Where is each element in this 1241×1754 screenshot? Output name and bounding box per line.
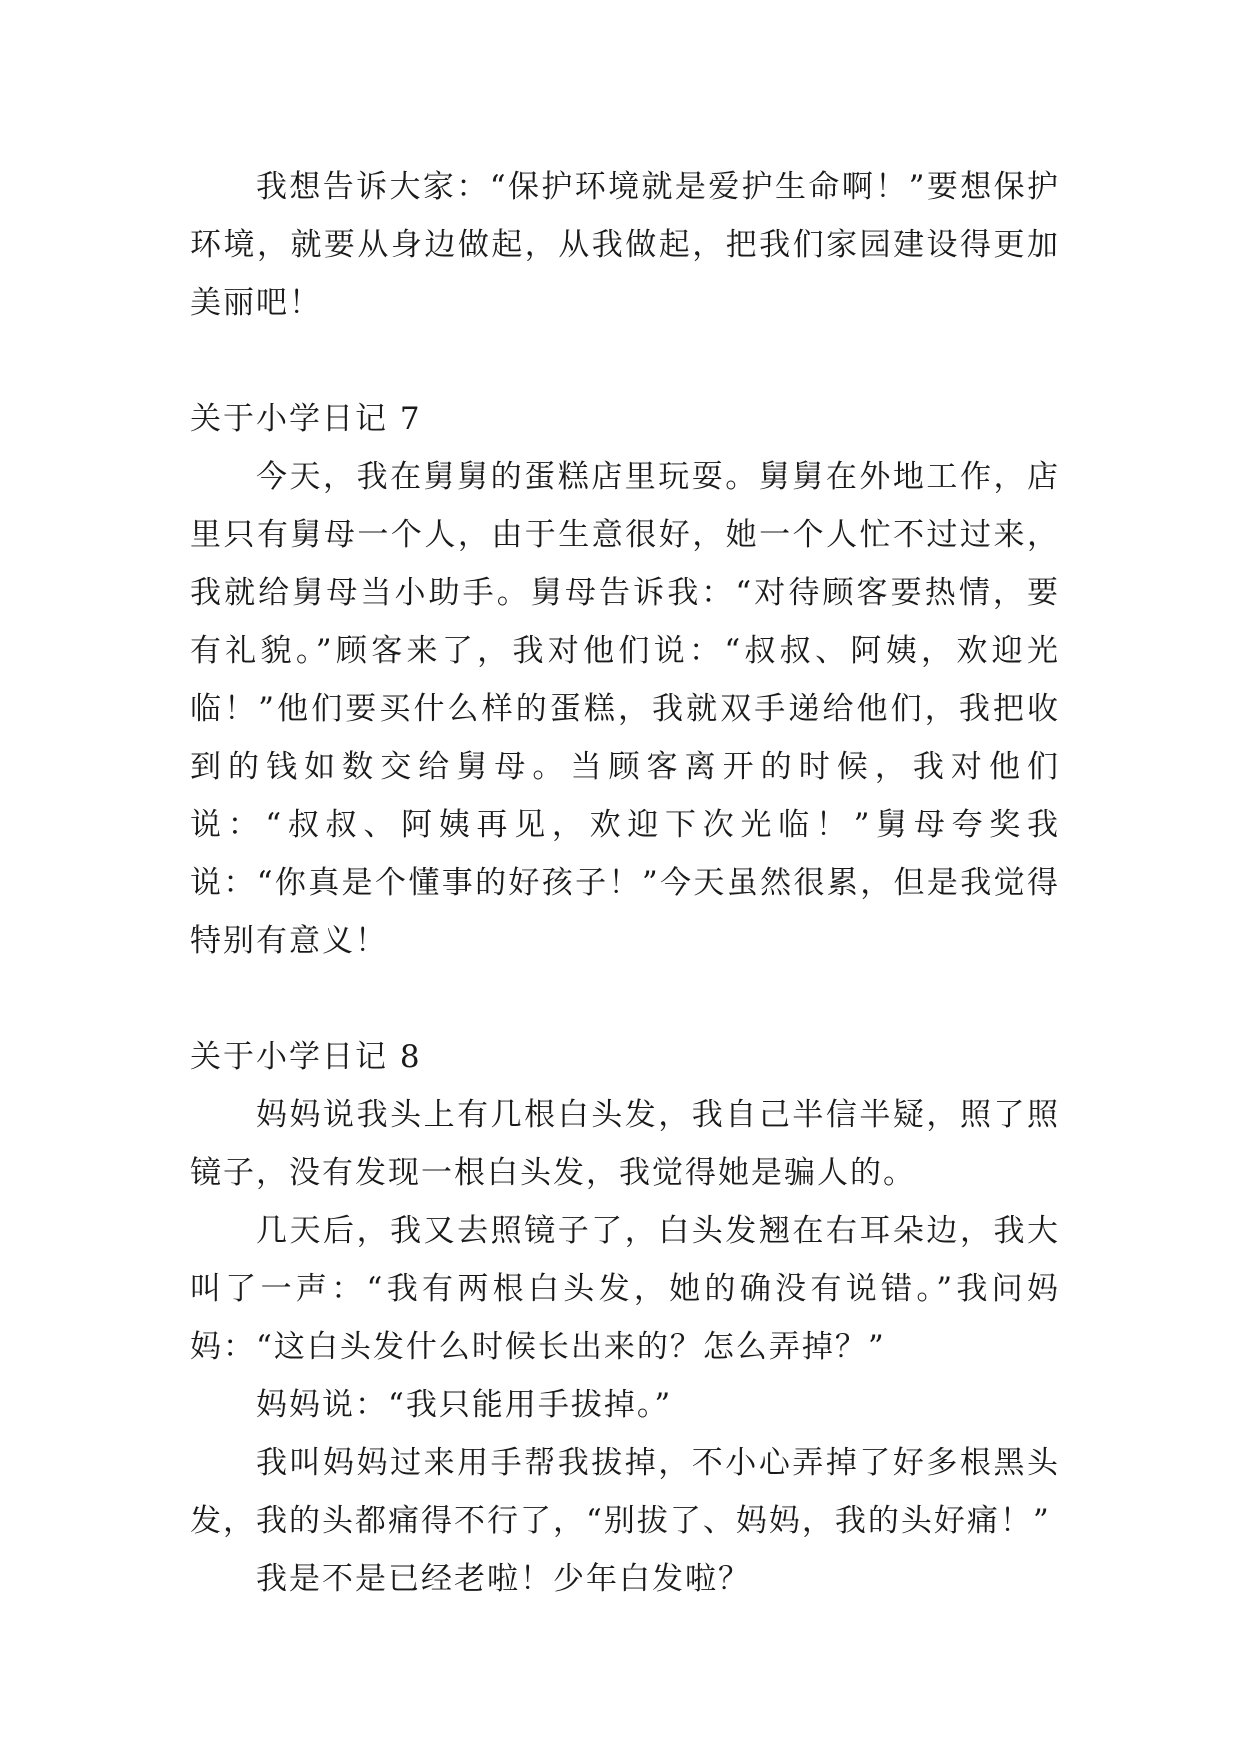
paragraph: 我是不是已经老啦！少年白发啦？	[256, 1561, 751, 1597]
paragraph: 妈妈说我头上有几根白头发，我自己半信半疑，照了照镜子，没有发现一根白头发，我觉得她是骗人的。	[190, 1097, 1060, 1191]
paragraph: 我叫妈妈过来用手帮我拔掉，不小心弄掉了好多根黑头发，我的头都痛得不行了，“别拔了、妈妈，我的头好痛！”	[190, 1445, 1060, 1539]
paragraph: 几天后，我又去照镜子了，白头发翘在右耳朵边，我大叫了一声：“我有两根白头发，她的确没有说错。”我问妈妈：“这白头发什么时候长出来的？怎么弄掉？”	[190, 1213, 1060, 1365]
document-body	[190, 158, 1060, 1608]
paragraph: 我想告诉大家：“保护环境就是爱护生命啊！”要想保护环境，就要从身边做起，从我做起，把我们家园建设得更加美丽吧！	[190, 169, 1060, 321]
paragraph: 今天，我在舅舅的蛋糕店里玩耍。舅舅在外地工作，店里只有舅母一个人，由于生意很好，她一个人忙不过过来，我就给舅母当小助手。舅母告诉我：“对待顾客要热情，要有礼貌。”顾客来了，我对他们说：“叔叔、阿姨，欢迎光临！”他们要买什么样的蛋糕，我就双手递给他们，我把收到的钱如数交给舅母。当顾客离开的时候，我对他们说：“叔叔、阿姨再见，欢迎下次光临！”舅母夸奖我说：“你真是个懂事的好孩子！”今天虽然很累，但是我觉得特别有意义！	[190, 459, 1060, 959]
section-heading: 关于小学日记 7	[190, 401, 422, 437]
section-gap	[190, 332, 1060, 390]
paragraph: 妈妈说：“我只能用手拔掉。”	[256, 1387, 673, 1423]
section-heading: 关于小学日记 8	[190, 1039, 422, 1075]
section-gap	[190, 970, 1060, 1028]
